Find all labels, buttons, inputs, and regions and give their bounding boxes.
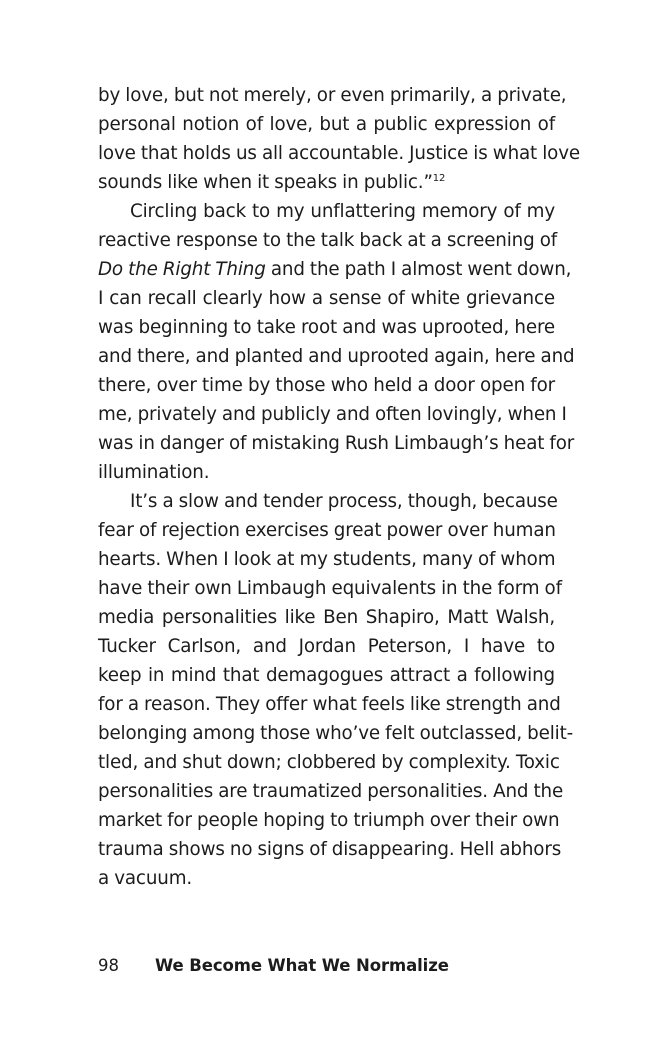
text-line: love that holds us all accountable. Justice is what love [98, 143, 580, 164]
text-line: have their own Limbaugh equivalents in the form of [98, 578, 562, 599]
running-head: We Become What We Normalize [155, 956, 449, 975]
page-number: 98 [98, 956, 119, 975]
text-line: personal notion of love, but a public expression of [98, 114, 555, 135]
text-line: was beginning to take root and was uprooted, here [98, 317, 555, 338]
text-line: personalities are traumatized personalities. And the [98, 781, 564, 802]
text-line: and there, and planted and uprooted again, here and [98, 346, 575, 367]
text-line: was in danger of mistaking Rush Limbaugh’s heat for [98, 433, 575, 454]
text-line: belonging among those who’ve felt outclassed, belit- [98, 723, 574, 744]
text-line: I can recall clearly how a sense of white grievance [98, 288, 555, 309]
paragraph [98, 487, 574, 893]
text-line: Circling back to my unflattering memory of my [130, 201, 555, 222]
text-line: media personalities like Ben Shapiro, Matt Walsh, [98, 607, 555, 628]
text-line: fear of rejection exercises great power over human [98, 520, 556, 541]
quote-ending: sounds like when it speaks in public.” [98, 172, 433, 193]
text-line: tled, and shut down; clobbered by complexity. Toxic [98, 752, 560, 773]
text-line: reactive response to the talk back at a screening of [98, 230, 558, 251]
paragraph [98, 197, 575, 487]
text-line: market for people hoping to triumph over their own [98, 810, 560, 831]
paragraph-continued [98, 81, 580, 197]
text-line: by love, but not merely, or even primarily, a private, [98, 85, 567, 106]
text-line: Tucker Carlson, and Jordan Peterson, I have to [98, 636, 555, 657]
text-line: trauma shows no signs of disappearing. Hell abhors [98, 839, 562, 860]
text-span: and the path I almost went down, [265, 259, 572, 280]
text-line: me, privately and publicly and often lovingly, when I [98, 404, 567, 425]
footnote-reference: 12 [432, 173, 446, 184]
film-title: Do the Right Thing [98, 259, 266, 280]
text-line: hearts. When I look at my students, many of whom [98, 549, 556, 570]
text-line: It’s a slow and tender process, though, because [130, 491, 558, 512]
text-line [98, 168, 555, 197]
text-line [98, 255, 572, 284]
text-line: for a reason. They offer what feels like strength and [98, 694, 561, 715]
text-line: illumination. [98, 462, 210, 483]
text-line: a vacuum. [98, 868, 193, 889]
page-footer [98, 954, 449, 978]
text-line: keep in mind that demagogues attract a following [98, 665, 555, 686]
page-body-text [98, 81, 580, 893]
text-line: there, over time by those who held a door open for [98, 375, 555, 396]
